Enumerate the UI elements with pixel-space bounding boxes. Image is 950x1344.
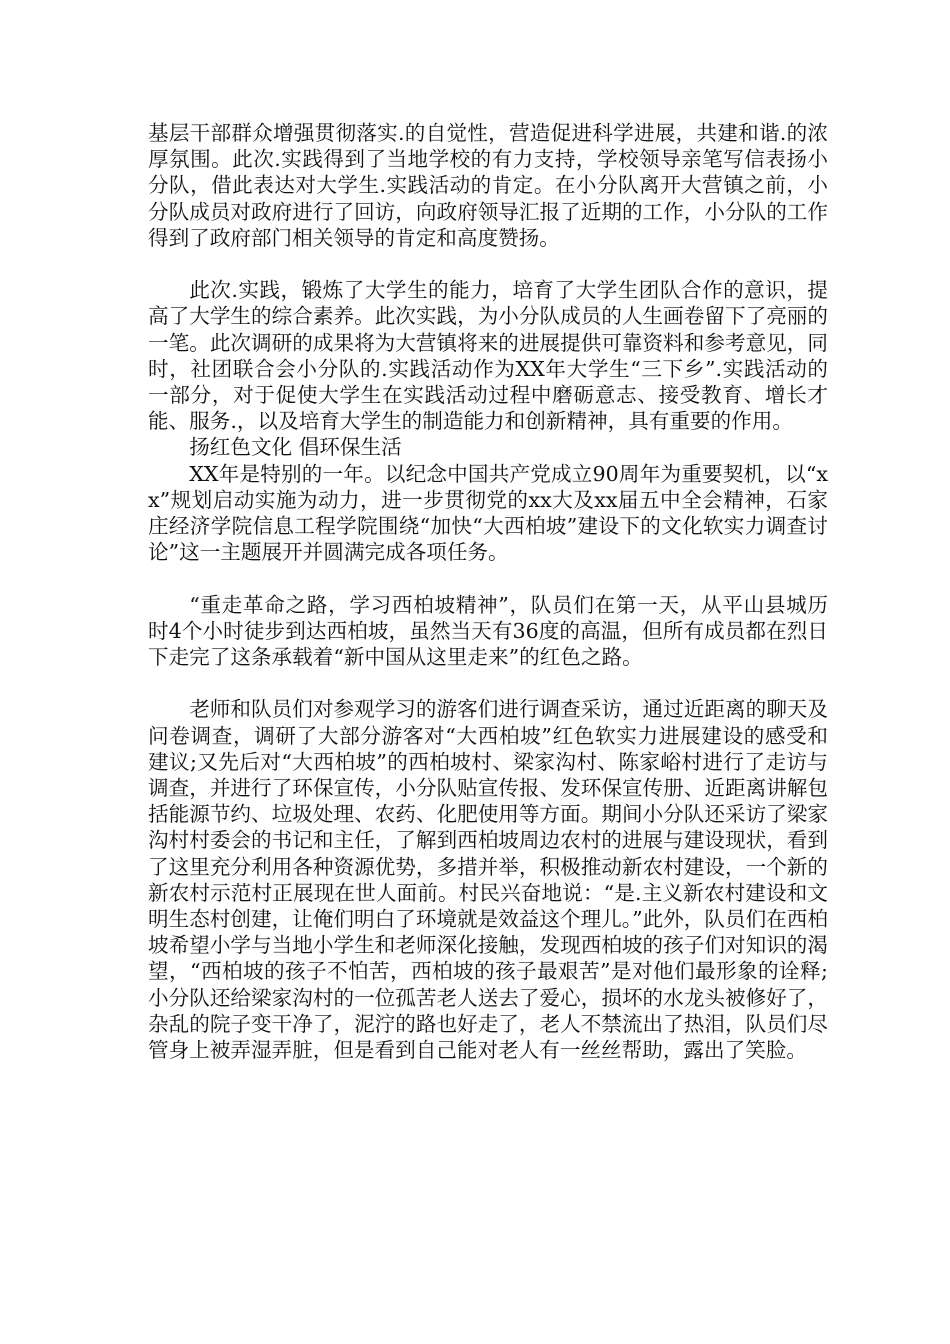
paragraph-year-intro: XX年是特别的一年。以纪念中国共产党成立90周年为重要契机，以“xx”规划启动实施为动力，进一步贯彻党的xx大及xx届五中全会精神，石家庄经济学院信息工程学院围绕“加快“大西柏坡”建设下的文化软实力调查讨论”这一主题展开并圆满完成各项任务。 bbox=[148, 461, 828, 565]
section-heading: 扬红色文化 倡环保生活 bbox=[189, 435, 402, 460]
paragraph-revolution-road: “重走革命之路，学习西柏坡精神”，队员们在第一天，从平山县城历时4个小时徒步到达西柏坡，虽然当天有36度的高温，但所有成员都在烈日下走完了这条承载着“新中国从这里走来”的红色之路。 bbox=[148, 592, 828, 670]
paragraph-practice-summary: 此次.实践，锻炼了大学生的能力，培育了大学生团队合作的意识，提高了大学生的综合素养。此次实践，为小分队成员的人生画卷留下了亮丽的一笔。此次调研的成果将为大营镇将来的进展提供可靠资料和参考意见，同时，社团联合会小分队的.实践活动作为XX年大学生“三下乡”.实践活动的一部分，对于促使大学生在实践活动过程中磨砺意志、接受教育、增长才能、服务.，以及培育大学生的制造能力和创新精神，具有重要的作用。 bbox=[148, 278, 828, 434]
document-body bbox=[148, 120, 828, 1063]
paragraph-continued: 基层干部群众增强贯彻落实.的自觉性，营造促进科学进展，共建和谐.的浓厚氛围。此次.实践得到了当地学校的有力支持，学校领导亲笔写信表扬小分队，借此表达对大学生.实践活动的肯定。在小分队离开大营镇之前，小分队成员对政府进行了回访，向政府领导汇报了近期的工作，小分队的工作得到了政府部门相关领导的肯定和高度赞扬。 bbox=[148, 121, 828, 250]
paragraph-survey-activities: 老师和队员们对参观学习的游客们进行调查采访，通过近距离的聊天及问卷调查，调研了大部分游客对“大西柏坡”红色软实力进展建设的感受和建议;又先后对“大西柏坡”的西柏坡村、梁家沟村、陈家峪村进行了走访与调查，并进行了环保宣传，小分队贴宣传报、发环保宣传册、近距离讲解包括能源节约、垃圾处理、农药、化肥使用等方面。期间小分队还采访了梁家沟村村委会的书记和主任，了解到西柏坡周边农村的进展与建设现状，看到了这里充分利用各种资源优势，多措并举，积极推动新农村建设，一个新的新农村示范村正展现在世人面前。村民兴奋地说：“是.主义新农村建设和文明生态村创建，让俺们明白了环境就是效益这个理儿。”此外，队员们在西柏坡希望小学与当地小学生和老师深化接触，发现西柏坡的孩子们对知识的渴望，“西柏坡的孩子不怕苦，西柏坡的孩子最艰苦”是对他们最形象的诠释;小分队还给梁家沟村的一位孤苦老人送去了爱心，损坏的水龙头被修好了，杂乱的院子变干净了，泥泞的路也好走了，老人不禁流出了热泪，队员们尽管身上被弄湿弄脏，但是看到自己能对老人有一丝丝帮助，露出了笑脸。 bbox=[148, 697, 828, 1063]
